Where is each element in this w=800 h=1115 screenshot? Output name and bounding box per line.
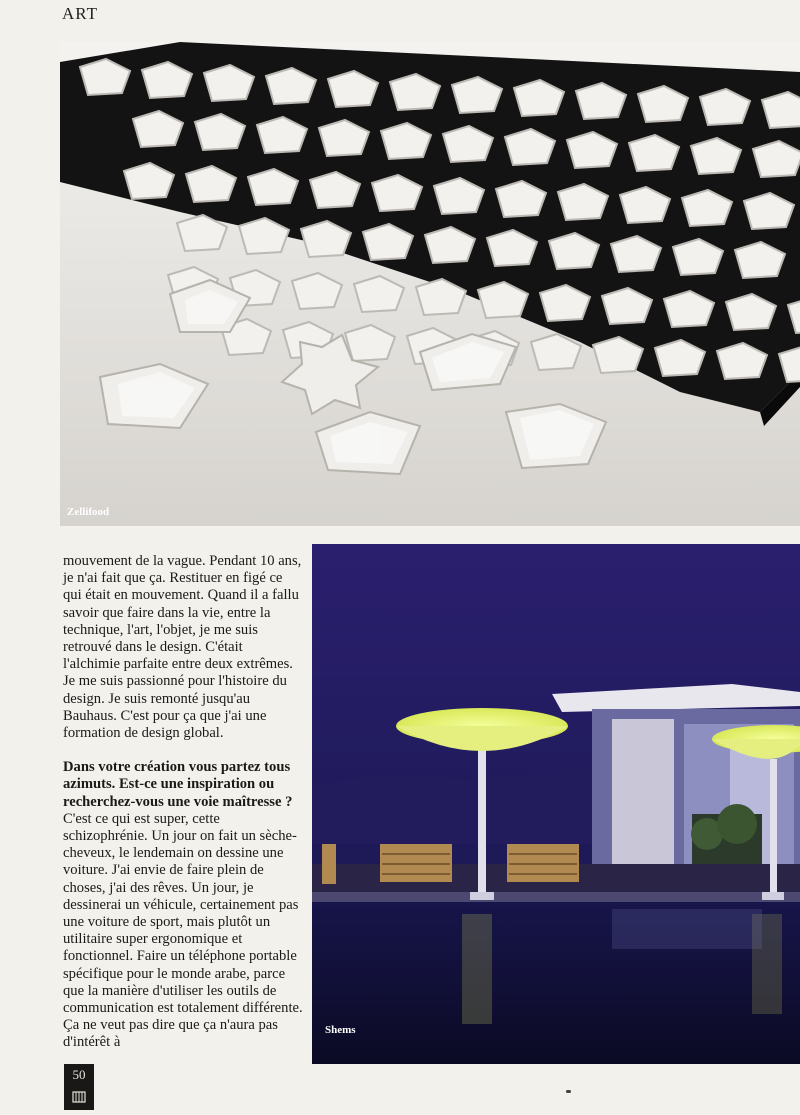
zellifood-photo <box>60 42 800 526</box>
shems-illustration <box>312 544 800 1064</box>
shems-photo <box>312 544 800 1064</box>
zellifood-illustration <box>60 42 800 526</box>
magazine-logo-icon <box>71 1089 87 1105</box>
article-paragraph: mouvement de la vague. Pendant 10 ans, je n'ai fait que ça. Restituer en figé ce qui était en mouvement. Quand il a fallu savoir que faire dans la vie, entre la technique, l'art, l'objet, je me suis retrouvé dans le design. C'était l'alchimie parfaite entre deux extrêmes. Je me suis passionné pour l'histoire du design. Je suis remonté jusqu'au Bauhaus. C'est pour ça que j'ai une formation de design global. <box>63 553 302 742</box>
page-number: 50 <box>72 1067 86 1082</box>
figure-caption: Shems <box>325 1024 356 1036</box>
page-number-badge <box>64 1064 94 1110</box>
figure-caption: Zellifood <box>67 506 110 518</box>
article-paragraph: C'est ce qui est super, cette schizophrénie. Un jour on fait un sèche-cheveux, le lendemain on dessine une voiture. J'ai envie de faire plein de choses, j'ai des rêves. Un jour, je dessinerai un véhicule, certainement pas une voiture de sport, mais plutôt un utilitaire super ergonomique et fonctionnel. Faire un téléphone portable spécifique pour le monde arabe, parce que la manière d'utiliser les outils de communication est totalement différente. Ça ne veut pas dire que ça n'aura pas d'intérêt à <box>63 810 303 1051</box>
interview-question: Dans votre création vous partez tous azimuts. Est-ce une inspiration ou recherchez-vous une voie maîtresse ? <box>63 759 293 810</box>
section-header: ART <box>62 4 98 23</box>
print-speck <box>566 1090 571 1093</box>
article-body <box>63 553 303 1052</box>
